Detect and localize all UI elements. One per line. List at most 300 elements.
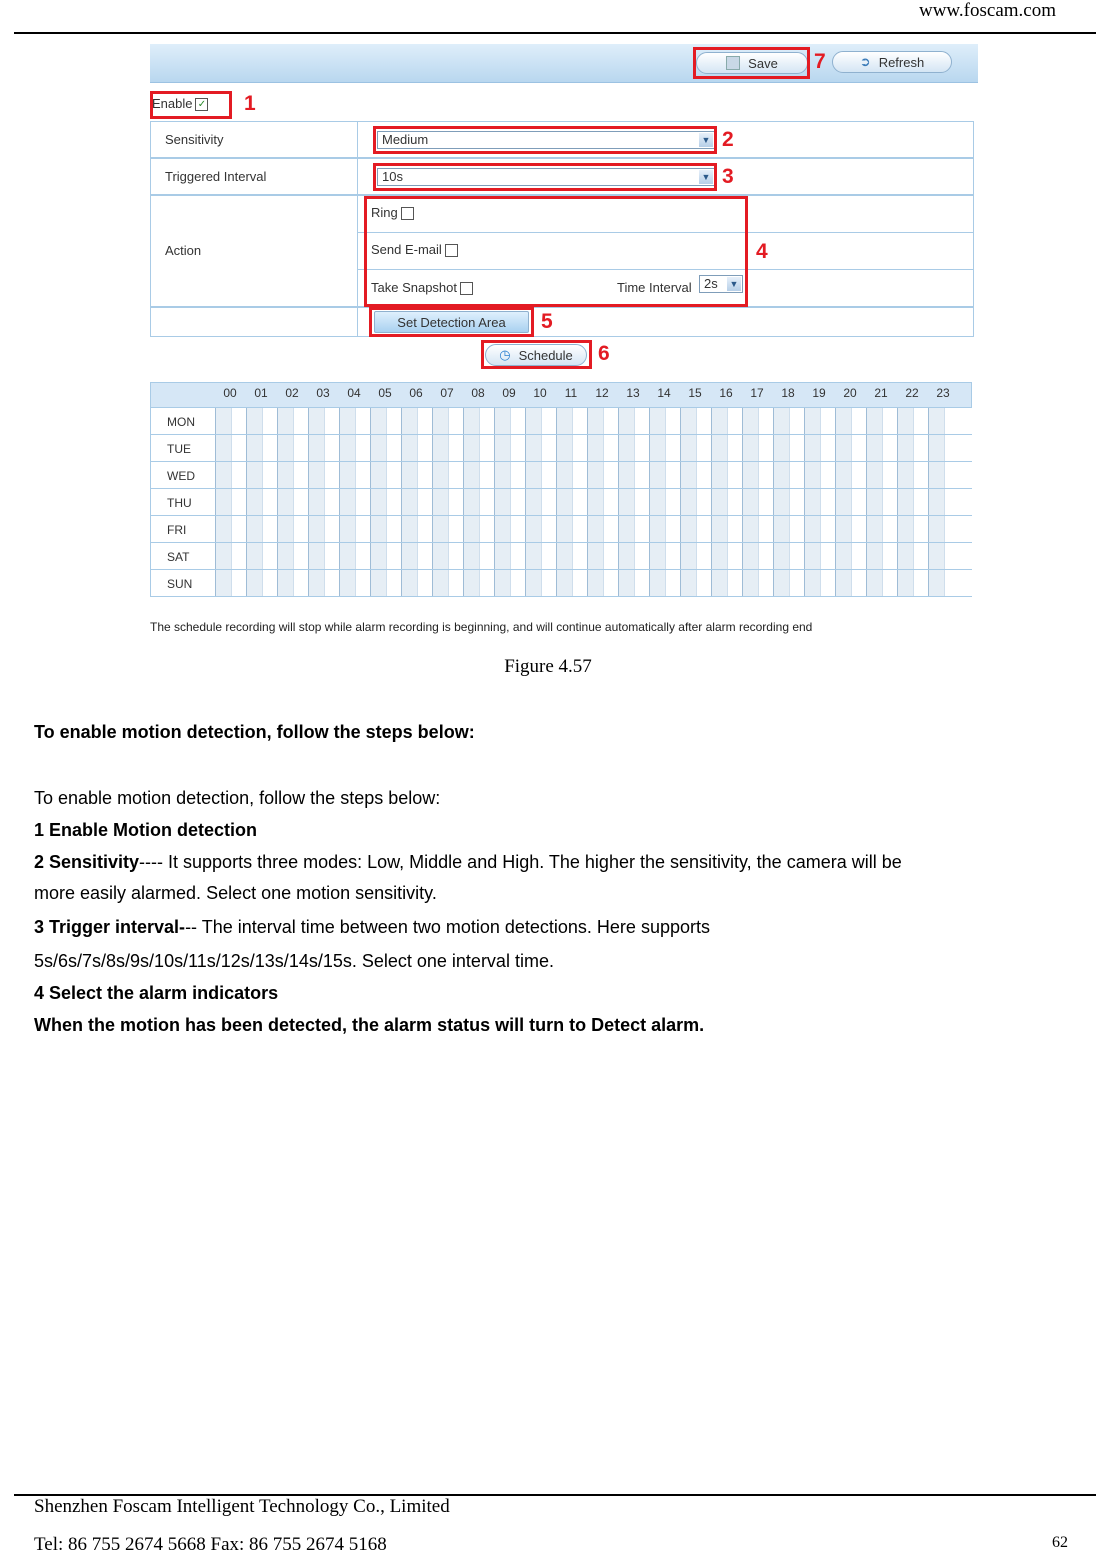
schedule-cell[interactable]: [928, 408, 944, 434]
schedule-cell[interactable]: [665, 489, 681, 515]
schedule-cell[interactable]: [277, 516, 293, 542]
schedule-cell[interactable]: [277, 462, 293, 488]
schedule-cell[interactable]: [246, 516, 262, 542]
schedule-cell[interactable]: [401, 462, 417, 488]
hour-label[interactable]: 08: [471, 386, 485, 400]
schedule-cell[interactable]: [339, 435, 355, 461]
schedule-cell[interactable]: [851, 570, 867, 596]
schedule-cell[interactable]: [773, 516, 789, 542]
schedule-cell[interactable]: [556, 516, 572, 542]
schedule-cell[interactable]: [618, 516, 634, 542]
schedule-cell[interactable]: [665, 570, 681, 596]
schedule-cell[interactable]: [944, 570, 960, 596]
schedule-cell[interactable]: [866, 489, 882, 515]
schedule-cell[interactable]: [928, 489, 944, 515]
schedule-cell[interactable]: [231, 408, 247, 434]
schedule-cell[interactable]: [820, 462, 836, 488]
schedule-cell[interactable]: [851, 543, 867, 569]
schedule-cell[interactable]: [649, 543, 665, 569]
schedule-cell[interactable]: [401, 489, 417, 515]
schedule-cell[interactable]: [680, 543, 696, 569]
schedule-cell[interactable]: [525, 462, 541, 488]
schedule-cell[interactable]: [541, 516, 557, 542]
schedule-cell[interactable]: [696, 462, 712, 488]
schedule-cell[interactable]: [417, 516, 433, 542]
schedule-cell[interactable]: [370, 462, 386, 488]
schedule-cell[interactable]: [494, 570, 510, 596]
schedule-cell[interactable]: [417, 408, 433, 434]
schedule-cell[interactable]: [944, 489, 960, 515]
schedule-cell[interactable]: [494, 489, 510, 515]
schedule-cell[interactable]: [820, 543, 836, 569]
hour-label[interactable]: 18: [781, 386, 795, 400]
schedule-cell[interactable]: [246, 462, 262, 488]
schedule-cell[interactable]: [758, 462, 774, 488]
schedule-cell[interactable]: [587, 462, 603, 488]
schedule-cell[interactable]: [370, 489, 386, 515]
schedule-cell[interactable]: [417, 489, 433, 515]
schedule-cell[interactable]: [913, 435, 929, 461]
schedule-cell[interactable]: [572, 489, 588, 515]
schedule-cell[interactable]: [308, 516, 324, 542]
schedule-cell[interactable]: [851, 408, 867, 434]
refresh-button[interactable]: [832, 51, 952, 73]
schedule-cell[interactable]: [355, 408, 371, 434]
schedule-cell[interactable]: [680, 570, 696, 596]
schedule-cell[interactable]: [231, 435, 247, 461]
schedule-cell[interactable]: [727, 543, 743, 569]
schedule-cell[interactable]: [293, 543, 309, 569]
schedule-cell[interactable]: [277, 543, 293, 569]
schedule-cell[interactable]: [231, 543, 247, 569]
schedule-cell[interactable]: [773, 489, 789, 515]
hour-label[interactable]: 15: [688, 386, 702, 400]
schedule-cell[interactable]: [448, 408, 464, 434]
schedule-cell[interactable]: [525, 408, 541, 434]
schedule-cell[interactable]: [928, 516, 944, 542]
hour-label[interactable]: 07: [440, 386, 454, 400]
schedule-cell[interactable]: [711, 570, 727, 596]
schedule-cell[interactable]: [432, 435, 448, 461]
schedule-cell[interactable]: [432, 462, 448, 488]
day-label[interactable]: SAT: [167, 550, 190, 564]
schedule-cell[interactable]: [246, 543, 262, 569]
schedule-cell[interactable]: [928, 435, 944, 461]
schedule-cell[interactable]: [293, 489, 309, 515]
schedule-cell[interactable]: [897, 408, 913, 434]
schedule-cell[interactable]: [634, 462, 650, 488]
hour-label[interactable]: 10: [533, 386, 547, 400]
schedule-cell[interactable]: [355, 543, 371, 569]
schedule-cell[interactable]: [370, 543, 386, 569]
schedule-cell[interactable]: [401, 408, 417, 434]
schedule-cell[interactable]: [479, 408, 495, 434]
schedule-cell[interactable]: [463, 570, 479, 596]
schedule-cell[interactable]: [820, 408, 836, 434]
schedule-cell[interactable]: [882, 516, 898, 542]
hour-label[interactable]: 03: [316, 386, 330, 400]
schedule-cell[interactable]: [835, 570, 851, 596]
schedule-cell[interactable]: [587, 516, 603, 542]
schedule-cell[interactable]: [587, 570, 603, 596]
schedule-cell[interactable]: [820, 435, 836, 461]
schedule-cell[interactable]: [727, 489, 743, 515]
schedule-cell[interactable]: [618, 489, 634, 515]
schedule-cell[interactable]: [820, 516, 836, 542]
schedule-cell[interactable]: [696, 435, 712, 461]
hour-label[interactable]: 23: [936, 386, 950, 400]
schedule-cell[interactable]: [789, 462, 805, 488]
hour-label[interactable]: 13: [626, 386, 640, 400]
schedule-cell[interactable]: [463, 462, 479, 488]
schedule-cell[interactable]: [758, 435, 774, 461]
schedule-cell[interactable]: [355, 489, 371, 515]
schedule-cell[interactable]: [851, 516, 867, 542]
schedule-cell[interactable]: [603, 516, 619, 542]
schedule-cell[interactable]: [711, 408, 727, 434]
schedule-cell[interactable]: [556, 570, 572, 596]
schedule-cell[interactable]: [866, 570, 882, 596]
schedule-cell[interactable]: [680, 435, 696, 461]
schedule-cell[interactable]: [556, 462, 572, 488]
schedule-cell[interactable]: [851, 489, 867, 515]
schedule-cell[interactable]: [742, 408, 758, 434]
hour-label[interactable]: 20: [843, 386, 857, 400]
schedule-cell[interactable]: [355, 570, 371, 596]
schedule-cell[interactable]: [603, 489, 619, 515]
schedule-cell[interactable]: [944, 408, 960, 434]
schedule-cell[interactable]: [231, 570, 247, 596]
schedule-cell[interactable]: [417, 543, 433, 569]
schedule-cell[interactable]: [308, 570, 324, 596]
schedule-cell[interactable]: [603, 570, 619, 596]
schedule-cell[interactable]: [541, 435, 557, 461]
schedule-cell[interactable]: [308, 408, 324, 434]
schedule-cell[interactable]: [758, 543, 774, 569]
schedule-cell[interactable]: [215, 570, 231, 596]
schedule-cell[interactable]: [696, 570, 712, 596]
schedule-cell[interactable]: [386, 435, 402, 461]
schedule-cell[interactable]: [510, 435, 526, 461]
schedule-cell[interactable]: [711, 462, 727, 488]
schedule-cell[interactable]: [262, 543, 278, 569]
schedule-cell[interactable]: [231, 516, 247, 542]
schedule-cell[interactable]: [820, 489, 836, 515]
day-label[interactable]: MON: [167, 415, 195, 429]
schedule-cell[interactable]: [603, 435, 619, 461]
schedule-cell[interactable]: [293, 408, 309, 434]
schedule-cell[interactable]: [293, 516, 309, 542]
schedule-cell[interactable]: [417, 435, 433, 461]
schedule-cell[interactable]: [851, 462, 867, 488]
schedule-cell[interactable]: [804, 435, 820, 461]
schedule-cell[interactable]: [386, 516, 402, 542]
hour-label[interactable]: 12: [595, 386, 609, 400]
schedule-cell[interactable]: [913, 516, 929, 542]
schedule-cell[interactable]: [711, 543, 727, 569]
schedule-cell[interactable]: [293, 570, 309, 596]
schedule-cell[interactable]: [742, 543, 758, 569]
schedule-cell[interactable]: [448, 435, 464, 461]
day-label[interactable]: SUN: [167, 577, 193, 591]
schedule-cell[interactable]: [897, 543, 913, 569]
schedule-cell[interactable]: [665, 435, 681, 461]
schedule-cell[interactable]: [696, 408, 712, 434]
schedule-cell[interactable]: [742, 516, 758, 542]
schedule-cell[interactable]: [804, 462, 820, 488]
schedule-cell[interactable]: [773, 435, 789, 461]
schedule-cell[interactable]: [262, 462, 278, 488]
schedule-cell[interactable]: [479, 570, 495, 596]
schedule-cell[interactable]: [401, 570, 417, 596]
schedule-cell[interactable]: [525, 435, 541, 461]
schedule-cell[interactable]: [432, 570, 448, 596]
schedule-cell[interactable]: [541, 489, 557, 515]
schedule-cell[interactable]: [944, 462, 960, 488]
schedule-cell[interactable]: [324, 408, 340, 434]
schedule-cell[interactable]: [262, 516, 278, 542]
schedule-cell[interactable]: [835, 408, 851, 434]
schedule-cell[interactable]: [882, 489, 898, 515]
schedule-cell[interactable]: [432, 489, 448, 515]
day-label[interactable]: THU: [167, 496, 192, 510]
schedule-cell[interactable]: [820, 570, 836, 596]
schedule-cell[interactable]: [618, 462, 634, 488]
schedule-cell[interactable]: [572, 462, 588, 488]
schedule-cell[interactable]: [463, 408, 479, 434]
schedule-cell[interactable]: [603, 408, 619, 434]
schedule-cell[interactable]: [603, 462, 619, 488]
schedule-cell[interactable]: [556, 435, 572, 461]
schedule-cell[interactable]: [944, 543, 960, 569]
schedule-cell[interactable]: [680, 462, 696, 488]
schedule-cell[interactable]: [463, 435, 479, 461]
schedule-cell[interactable]: [882, 462, 898, 488]
schedule-cell[interactable]: [649, 462, 665, 488]
schedule-cell[interactable]: [386, 462, 402, 488]
schedule-cell[interactable]: [572, 570, 588, 596]
schedule-cell[interactable]: [572, 435, 588, 461]
schedule-cell[interactable]: [463, 543, 479, 569]
schedule-cell[interactable]: [897, 435, 913, 461]
schedule-cell[interactable]: [339, 543, 355, 569]
schedule-cell[interactable]: [231, 462, 247, 488]
schedule-cell[interactable]: [339, 570, 355, 596]
schedule-cell[interactable]: [897, 462, 913, 488]
schedule-cell[interactable]: [355, 516, 371, 542]
schedule-cell[interactable]: [634, 489, 650, 515]
schedule-cell[interactable]: [696, 489, 712, 515]
schedule-cell[interactable]: [742, 435, 758, 461]
schedule-cell[interactable]: [262, 435, 278, 461]
schedule-cell[interactable]: [293, 462, 309, 488]
schedule-cell[interactable]: [680, 516, 696, 542]
schedule-cell[interactable]: [401, 435, 417, 461]
schedule-cell[interactable]: [758, 570, 774, 596]
schedule-cell[interactable]: [882, 435, 898, 461]
schedule-cell[interactable]: [386, 489, 402, 515]
schedule-cell[interactable]: [448, 489, 464, 515]
schedule-cell[interactable]: [866, 408, 882, 434]
schedule-cell[interactable]: [572, 408, 588, 434]
schedule-cell[interactable]: [835, 543, 851, 569]
hour-label[interactable]: 04: [347, 386, 361, 400]
schedule-cell[interactable]: [370, 435, 386, 461]
schedule-cell[interactable]: [944, 435, 960, 461]
schedule-cell[interactable]: [618, 408, 634, 434]
schedule-cell[interactable]: [742, 570, 758, 596]
schedule-cell[interactable]: [634, 516, 650, 542]
schedule-cell[interactable]: [804, 570, 820, 596]
schedule-cell[interactable]: [215, 408, 231, 434]
schedule-cell[interactable]: [494, 408, 510, 434]
schedule-cell[interactable]: [463, 516, 479, 542]
schedule-cell[interactable]: [355, 435, 371, 461]
schedule-cell[interactable]: [432, 408, 448, 434]
schedule-cell[interactable]: [835, 435, 851, 461]
schedule-cell[interactable]: [649, 570, 665, 596]
schedule-cell[interactable]: [246, 570, 262, 596]
schedule-cell[interactable]: [789, 516, 805, 542]
schedule-cell[interactable]: [758, 489, 774, 515]
schedule-cell[interactable]: [773, 462, 789, 488]
schedule-cell[interactable]: [665, 408, 681, 434]
schedule-cell[interactable]: [928, 570, 944, 596]
schedule-cell[interactable]: [804, 516, 820, 542]
schedule-cell[interactable]: [525, 489, 541, 515]
schedule-cell[interactable]: [386, 570, 402, 596]
schedule-cell[interactable]: [215, 543, 231, 569]
schedule-cell[interactable]: [541, 570, 557, 596]
schedule-cell[interactable]: [339, 516, 355, 542]
hour-label[interactable]: 21: [874, 386, 888, 400]
schedule-cell[interactable]: [479, 516, 495, 542]
schedule-cell[interactable]: [634, 543, 650, 569]
schedule-cell[interactable]: [649, 435, 665, 461]
schedule-cell[interactable]: [401, 516, 417, 542]
schedule-cell[interactable]: [525, 570, 541, 596]
schedule-cell[interactable]: [246, 408, 262, 434]
hour-label[interactable]: 01: [254, 386, 268, 400]
schedule-cell[interactable]: [386, 543, 402, 569]
hour-label[interactable]: 17: [750, 386, 764, 400]
schedule-cell[interactable]: [308, 543, 324, 569]
schedule-cell[interactable]: [494, 516, 510, 542]
schedule-cell[interactable]: [510, 516, 526, 542]
schedule-cell[interactable]: [727, 570, 743, 596]
schedule-cell[interactable]: [866, 516, 882, 542]
schedule-cell[interactable]: [541, 543, 557, 569]
schedule-cell[interactable]: [370, 570, 386, 596]
schedule-cell[interactable]: [432, 543, 448, 569]
schedule-cell[interactable]: [680, 489, 696, 515]
schedule-cell[interactable]: [339, 489, 355, 515]
schedule-cell[interactable]: [494, 543, 510, 569]
schedule-cell[interactable]: [556, 489, 572, 515]
schedule-cell[interactable]: [913, 543, 929, 569]
schedule-cell[interactable]: [510, 543, 526, 569]
schedule-cell[interactable]: [897, 489, 913, 515]
schedule-cell[interactable]: [246, 489, 262, 515]
schedule-cell[interactable]: [866, 435, 882, 461]
schedule-cell[interactable]: [789, 435, 805, 461]
schedule-cell[interactable]: [246, 435, 262, 461]
schedule-cell[interactable]: [479, 435, 495, 461]
schedule-cell[interactable]: [479, 462, 495, 488]
schedule-cell[interactable]: [308, 462, 324, 488]
schedule-cell[interactable]: [758, 408, 774, 434]
hour-label[interactable]: 00: [223, 386, 237, 400]
schedule-cell[interactable]: [680, 408, 696, 434]
hour-label[interactable]: 06: [409, 386, 423, 400]
schedule-cell[interactable]: [324, 543, 340, 569]
schedule-cell[interactable]: [355, 462, 371, 488]
schedule-cell[interactable]: [882, 408, 898, 434]
schedule-cell[interactable]: [587, 435, 603, 461]
schedule-cell[interactable]: [541, 462, 557, 488]
schedule-cell[interactable]: [556, 408, 572, 434]
schedule-cell[interactable]: [634, 435, 650, 461]
schedule-cell[interactable]: [370, 408, 386, 434]
schedule-cell[interactable]: [618, 435, 634, 461]
schedule-cell[interactable]: [804, 489, 820, 515]
schedule-cell[interactable]: [510, 462, 526, 488]
schedule-cell[interactable]: [897, 516, 913, 542]
day-label[interactable]: FRI: [167, 523, 187, 537]
schedule-cell[interactable]: [448, 570, 464, 596]
schedule-cell[interactable]: [711, 516, 727, 542]
schedule-cell[interactable]: [262, 570, 278, 596]
schedule-cell[interactable]: [494, 435, 510, 461]
schedule-cell[interactable]: [463, 489, 479, 515]
schedule-cell[interactable]: [789, 543, 805, 569]
hour-label[interactable]: 09: [502, 386, 516, 400]
schedule-cell[interactable]: [882, 570, 898, 596]
schedule-cell[interactable]: [293, 435, 309, 461]
schedule-cell[interactable]: [928, 462, 944, 488]
schedule-cell[interactable]: [494, 462, 510, 488]
schedule-cell[interactable]: [308, 435, 324, 461]
schedule-cell[interactable]: [882, 543, 898, 569]
schedule-cell[interactable]: [804, 543, 820, 569]
schedule-cell[interactable]: [727, 516, 743, 542]
schedule-cell[interactable]: [339, 462, 355, 488]
schedule-cell[interactable]: [448, 543, 464, 569]
schedule-cell[interactable]: [773, 570, 789, 596]
schedule-cell[interactable]: [572, 543, 588, 569]
schedule-cell[interactable]: [510, 408, 526, 434]
schedule-cell[interactable]: [432, 516, 448, 542]
schedule-cell[interactable]: [277, 435, 293, 461]
schedule-cell[interactable]: [479, 543, 495, 569]
schedule-cell[interactable]: [525, 516, 541, 542]
schedule-cell[interactable]: [324, 462, 340, 488]
schedule-cell[interactable]: [324, 435, 340, 461]
schedule-cell[interactable]: [231, 489, 247, 515]
schedule-cell[interactable]: [525, 543, 541, 569]
schedule-cell[interactable]: [448, 516, 464, 542]
schedule-cell[interactable]: [773, 543, 789, 569]
schedule-cell[interactable]: [711, 489, 727, 515]
schedule-cell[interactable]: [804, 408, 820, 434]
schedule-cell[interactable]: [417, 570, 433, 596]
schedule-cell[interactable]: [897, 570, 913, 596]
hour-label[interactable]: 02: [285, 386, 299, 400]
schedule-cell[interactable]: [308, 489, 324, 515]
schedule-cell[interactable]: [386, 408, 402, 434]
schedule-cell[interactable]: [649, 408, 665, 434]
schedule-cell[interactable]: [696, 543, 712, 569]
